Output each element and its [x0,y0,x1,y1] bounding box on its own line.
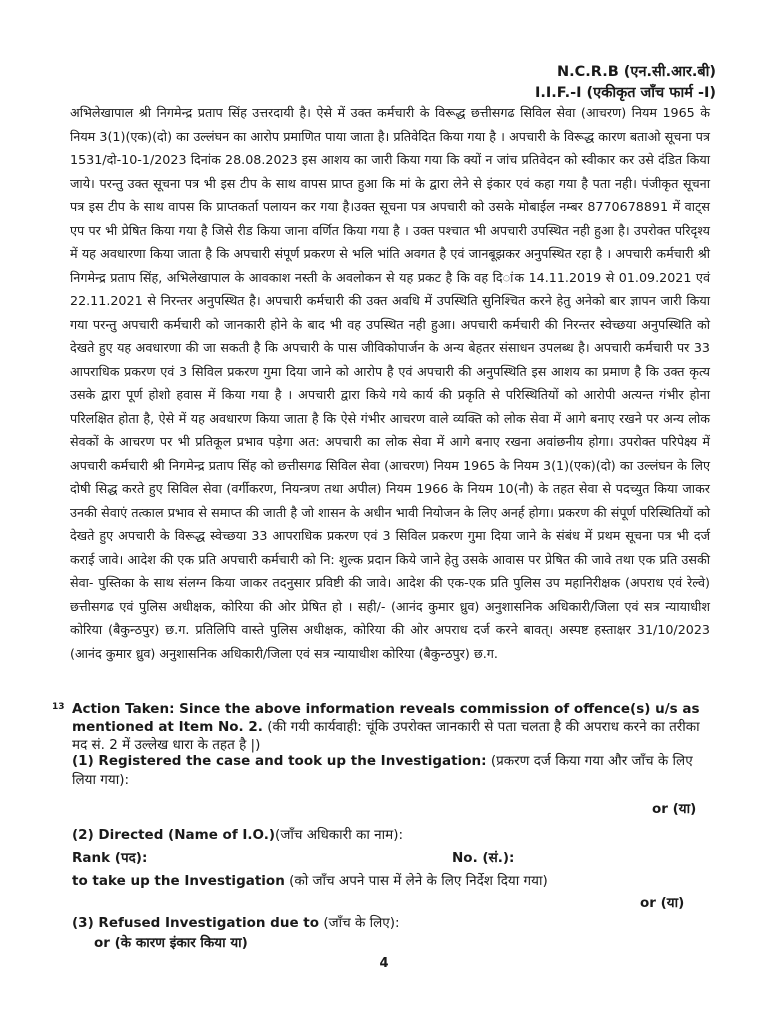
option-2-label-hi: (जाँच अधिकारी का नाम): [275,827,404,843]
ncrb-title: N.C.R.B (एन.सी.आर.बी) [556,64,716,80]
action-taken-title-en: Action Taken: Since the above information reveals commission of offence(s) u/s as mentioned at Item No. 2. [72,701,700,735]
option-3-label-en: (3) Refused Investigation due to [72,915,320,931]
option-1-label-hi: (प्रकरण दर्ज किया गया और जाँच के लिए लिया गया): [72,753,693,788]
option-3-or-text: or (के कारण इंकार किया या) [94,935,248,951]
order-paragraph: अभिलेखापाल श्री निगमेन्द्र प्रताप सिंह उत्तरदायी है। ऐसे में उक्त कर्मचारी के विरूद्ध छत्तीसगढ सिविल सेवा (आचरण) नियम 1965 के नियम 3(1)(एक)(दो) का उल्लंघन का आरोप प्रमाणित पाया जाता है। प्रतिवेदित किया गया है । अपचारी के विरूद्ध कारण बताओ सूचना पत्र 1531/दो-10-1/2023 दिनांक 28.08.2023 इस आशय का जारी किया गया कि क्यों न जांच प्रतिवेदन को स्वीकार कर उसे दंडित किया जाये। परन्तु उक्त सूचना पत्र भी इस टीप के साथ वापस प्राप्त हुआ कि मां के द्वारा लेने से इंकार एवं कहा गया है पता नही। पंजीकृत सूचना पत्र इस टीप के साथ वापस कि प्राप्तकर्ता पलायन कर गया है।उक्त सूचना पत्र अपचारी को उसके मोबाईल नम्बर 8770678891 में वाट्स एप पर भी प्रेषित किया गया है जिसे रीड किया जाना वर्णित किया गया है । उक्त पश्चात भी अपचारी उपस्थित नही हुआ है। उपरोक्त परिदृश्य में यह अवधारणा किया जाता है कि अपचारी संपूर्ण प्रकरण से भलि भांति अवगत है एवं जानबूझकर अनुपस्थित रहा है । अपचारी कर्मचारी श्री निगमेन्द्र प्रताप सिंह, अभिलेखापाल के आवकाश नस्ती के अवलोकन से यह प्रकट है कि वह दि◌ांक 14.11.2019 से 01.09.2021 एवं 22.11.2021 से निरन्तर अनुपस्थित है। अपचारी कर्मचारी की उक्त अवधि में उपस्थिति सुनिश्चित करने हेतु अनेको बार ज्ञापन जारी किया गया परन्तु अपचारी कर्मचारी को जानकारी होने के बाद भी वह उपस्थित नही हुआ। अपचारी कर्मचारी की निरन्तर स्वेच्छया अनुपस्थिति को देखते हुए यह अवधारणा की जा सकती है कि अपचारी के पास जीविकोपार्जन के अन्य बेहतर संसाधन उपलब्ध है। अपचारी कर्मचारी पर 33 आपराधिक प्रकरण एवं 3 सिविल प्रकरण गुमा दिया जाने को आरोप है एवं अपचारी की अनुपस्थिति इस आशय का प्रमाण है कि उक्त कृत्य उसके द्वारा पूर्ण होशो हवास में किया गया है । अपचारी द्वारा किये गये कार्य की प्रकृति से परिस्थितियों को आरोपी अत्यन्त गंभीर होना परिलक्षित होता है, ऐसे में यह अवधारण किया जाता है कि ऐसे गंभीर आचरण वाले व्यक्ति को लोक सेवा में आगे बनाए रखने पर अन्य लोक सेवकों के आचरण पर भी प्रतिकूल प्रभाव पड़ेगा अत: अपचारी का लोक सेवा में आगे बनाए रखना अवांछनीय होगा। उपरोक्त परिपेक्ष्य में अपचारी कर्मचारी श्री निगमेन्द्र प्रताप सिंह को छत्तीसगढ सिविल सेवा (आचरण) नियम 1965 के नियम 3(1)(एक)(दो) का उल्लंघन के लिए दोषी सिद्ध करते हुए सिविल सेवा (वर्गीकरण, नियन्त्रण तथा अपील) नियम 1966 के नियम 10(नौ) के तहत सेवा से पदच्युत किया जाकर उनकी सेवाएं तत्काल प्रभाव से समाप्त की जाती है जो शासन के अधीन भावी नियोजन के लिए अनर्ह होगा। प्रकरण की संपूर्ण परिस्थितियों को देखते हुए अपचारी के विरूद्ध स्वेच्छया 33 आपराधिक प्रकरण एवं 3 सिविल प्रकरण गुमा दिया जाने के संबंध में प्रथम सूचना पत्र भी दर्ज कराई जावे। आदेश की एक प्रति अपचारी कर्मचारी को नि: शुल्क प्रदान किये जाने हेतु उसके आवास पर प्रेषित की जावे तथा एक प्रति उसकी सेवा- पुस्तिका के साथ संलग्न किया जाकर तदनुसार प्रविष्टी की जावे। आदेश की एक-एक प्रति पुलिस उप महानिरीक्षक (अपराध एवं रेल्वे) छत्तीसगढ एवं पुलिस अधीक्षक, कोरिया की ओर प्रेषित हो । सही/- (आनंद कुमार ध्रुव) अनुशासनिक अधिकारी/जिला एवं सत्र न्यायाधीश कोरिया (बैकुन्ठपुर) छ.ग. प्रतिलिपि वास्ते पुलिस अधीक्षक, कोरिया की ओर अपराध दर्ज करने बावत्। अस्पष्ट हस्ताक्षर 31/10/2023 (आनंद कुमार ध्रुव) अनुशासनिक अधिकारी/जिला एवं सत्र न्यायाधीश कोरिया (बैकुन्ठपुर) छ.ग. [70,105,710,661]
option-3-or-reason [94,934,248,953]
or-label-2: or (या) [640,895,685,911]
take-up-label-en: to take up the Investigation [72,873,285,889]
option-2-directed [72,826,712,845]
option-1-registered [72,752,712,790]
iif-form-title: I.I.F.-I (एकीकृत जाँच फार्म -I) [535,85,716,101]
action-taken-title-hi: (की गयी कार्यवाही: चूंकि उपरोक्त जानकारी से पता चलता है की अपराध करने का तरीका मद सं. 2 में उल्लेख धारा के तहत है |) [72,719,700,753]
item-13-action-taken [52,700,712,754]
form-header [535,62,716,104]
item-13-heading [72,700,712,754]
option-2-label-en: (2) Directed (Name of I.O.) [72,827,276,843]
item-number: 13 [52,702,65,712]
number-label: No. (सं.): [452,850,515,866]
take-up-label-hi: (को जाँच अपने पास में लेने के लिए निर्देश दिया गया) [289,873,548,889]
rank-label: Rank (पद): [72,850,148,866]
option-3-refused [72,914,712,933]
take-up-investigation [72,872,712,891]
option-3-label-hi: (जाँच के लिए): [323,915,400,931]
page-number: 4 [379,956,389,971]
option-1-label-en: (1) Registered the case and took up the Investigation: [72,753,487,769]
or-label-1: or (या) [652,801,697,817]
